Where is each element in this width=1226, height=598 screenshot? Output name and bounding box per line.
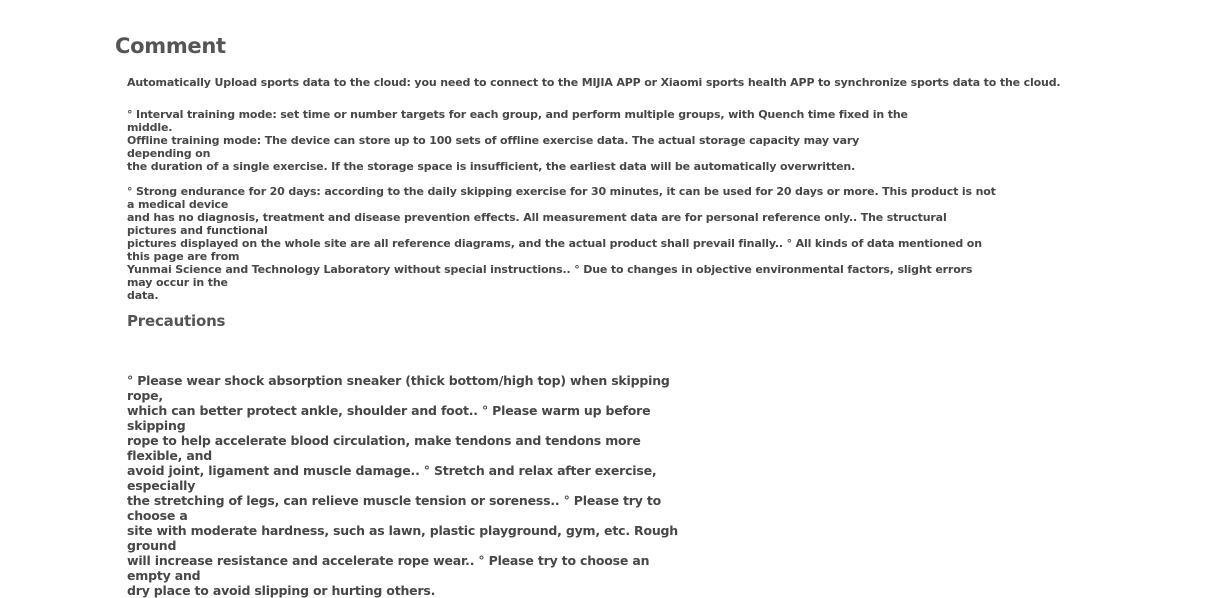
paragraph-line: data. — [127, 289, 159, 302]
endurance-disclaimer-paragraph — [127, 185, 997, 302]
paragraph-line: and has no diagnosis, treatment and disease prevention effects. All measurement data are for personal reference only.. The structural pictures and functional — [127, 211, 947, 237]
paragraph-line: ° Interval training mode: set time or number targets for each group, and perform multiple groups, with Quench time fixed in the middle. — [127, 108, 908, 134]
interval-training-paragraph — [127, 108, 917, 173]
precautions-paragraph — [127, 373, 687, 598]
cloud-upload-paragraph: Automatically Upload sports data to the cloud: you need to connect to the MIJIA APP or Xiaomi sports health APP to synchronize sports data to the cloud. — [127, 76, 1061, 89]
paragraph-line: the duration of a single exercise. If the storage space is insufficient, the earliest data will be automatically overwritten. — [127, 160, 856, 173]
paragraph-line: dry place to avoid slipping or hurting others. — [127, 583, 436, 598]
paragraph-line: ° Please wear shock absorption sneaker (thick bottom/high top) when skipping rope, — [127, 373, 670, 403]
paragraph-line: will increase resistance and accelerate rope wear.. ° Please try to choose an empty and — [127, 553, 650, 583]
page-title: Comment — [115, 34, 226, 58]
paragraph-line: ° Strong endurance for 20 days: according to the daily skipping exercise for 30 minutes, it can be used for 20 days or more. This product is not a medical device — [127, 185, 996, 211]
paragraph-line: which can better protect ankle, shoulder and foot.. ° Please warm up before skipping — [127, 403, 651, 433]
paragraph-line: pictures displayed on the whole site are all reference diagrams, and the actual product shall prevail finally.. ° All kinds of data mentioned on this page are from — [127, 237, 982, 263]
paragraph-line: Offline training mode: The device can store up to 100 sets of offline exercise data. The actual storage capacity may vary depending on — [127, 134, 860, 160]
paragraph-line: rope to help accelerate blood circulation, make tendons and tendons more flexible, and — [127, 433, 641, 463]
paragraph-line: Yunmai Science and Technology Laboratory without special instructions.. ° Due to changes in objective environmental factors, slight errors may occur in the — [127, 263, 973, 289]
precautions-title: Precautions — [127, 312, 226, 330]
paragraph-line: avoid joint, ligament and muscle damage.. ° Stretch and relax after exercise, especially — [127, 463, 657, 493]
paragraph-line: site with moderate hardness, such as lawn, plastic playground, gym, etc. Rough ground — [127, 523, 678, 553]
paragraph-line: the stretching of legs, can relieve muscle tension or soreness.. ° Please try to choose a — [127, 493, 662, 523]
